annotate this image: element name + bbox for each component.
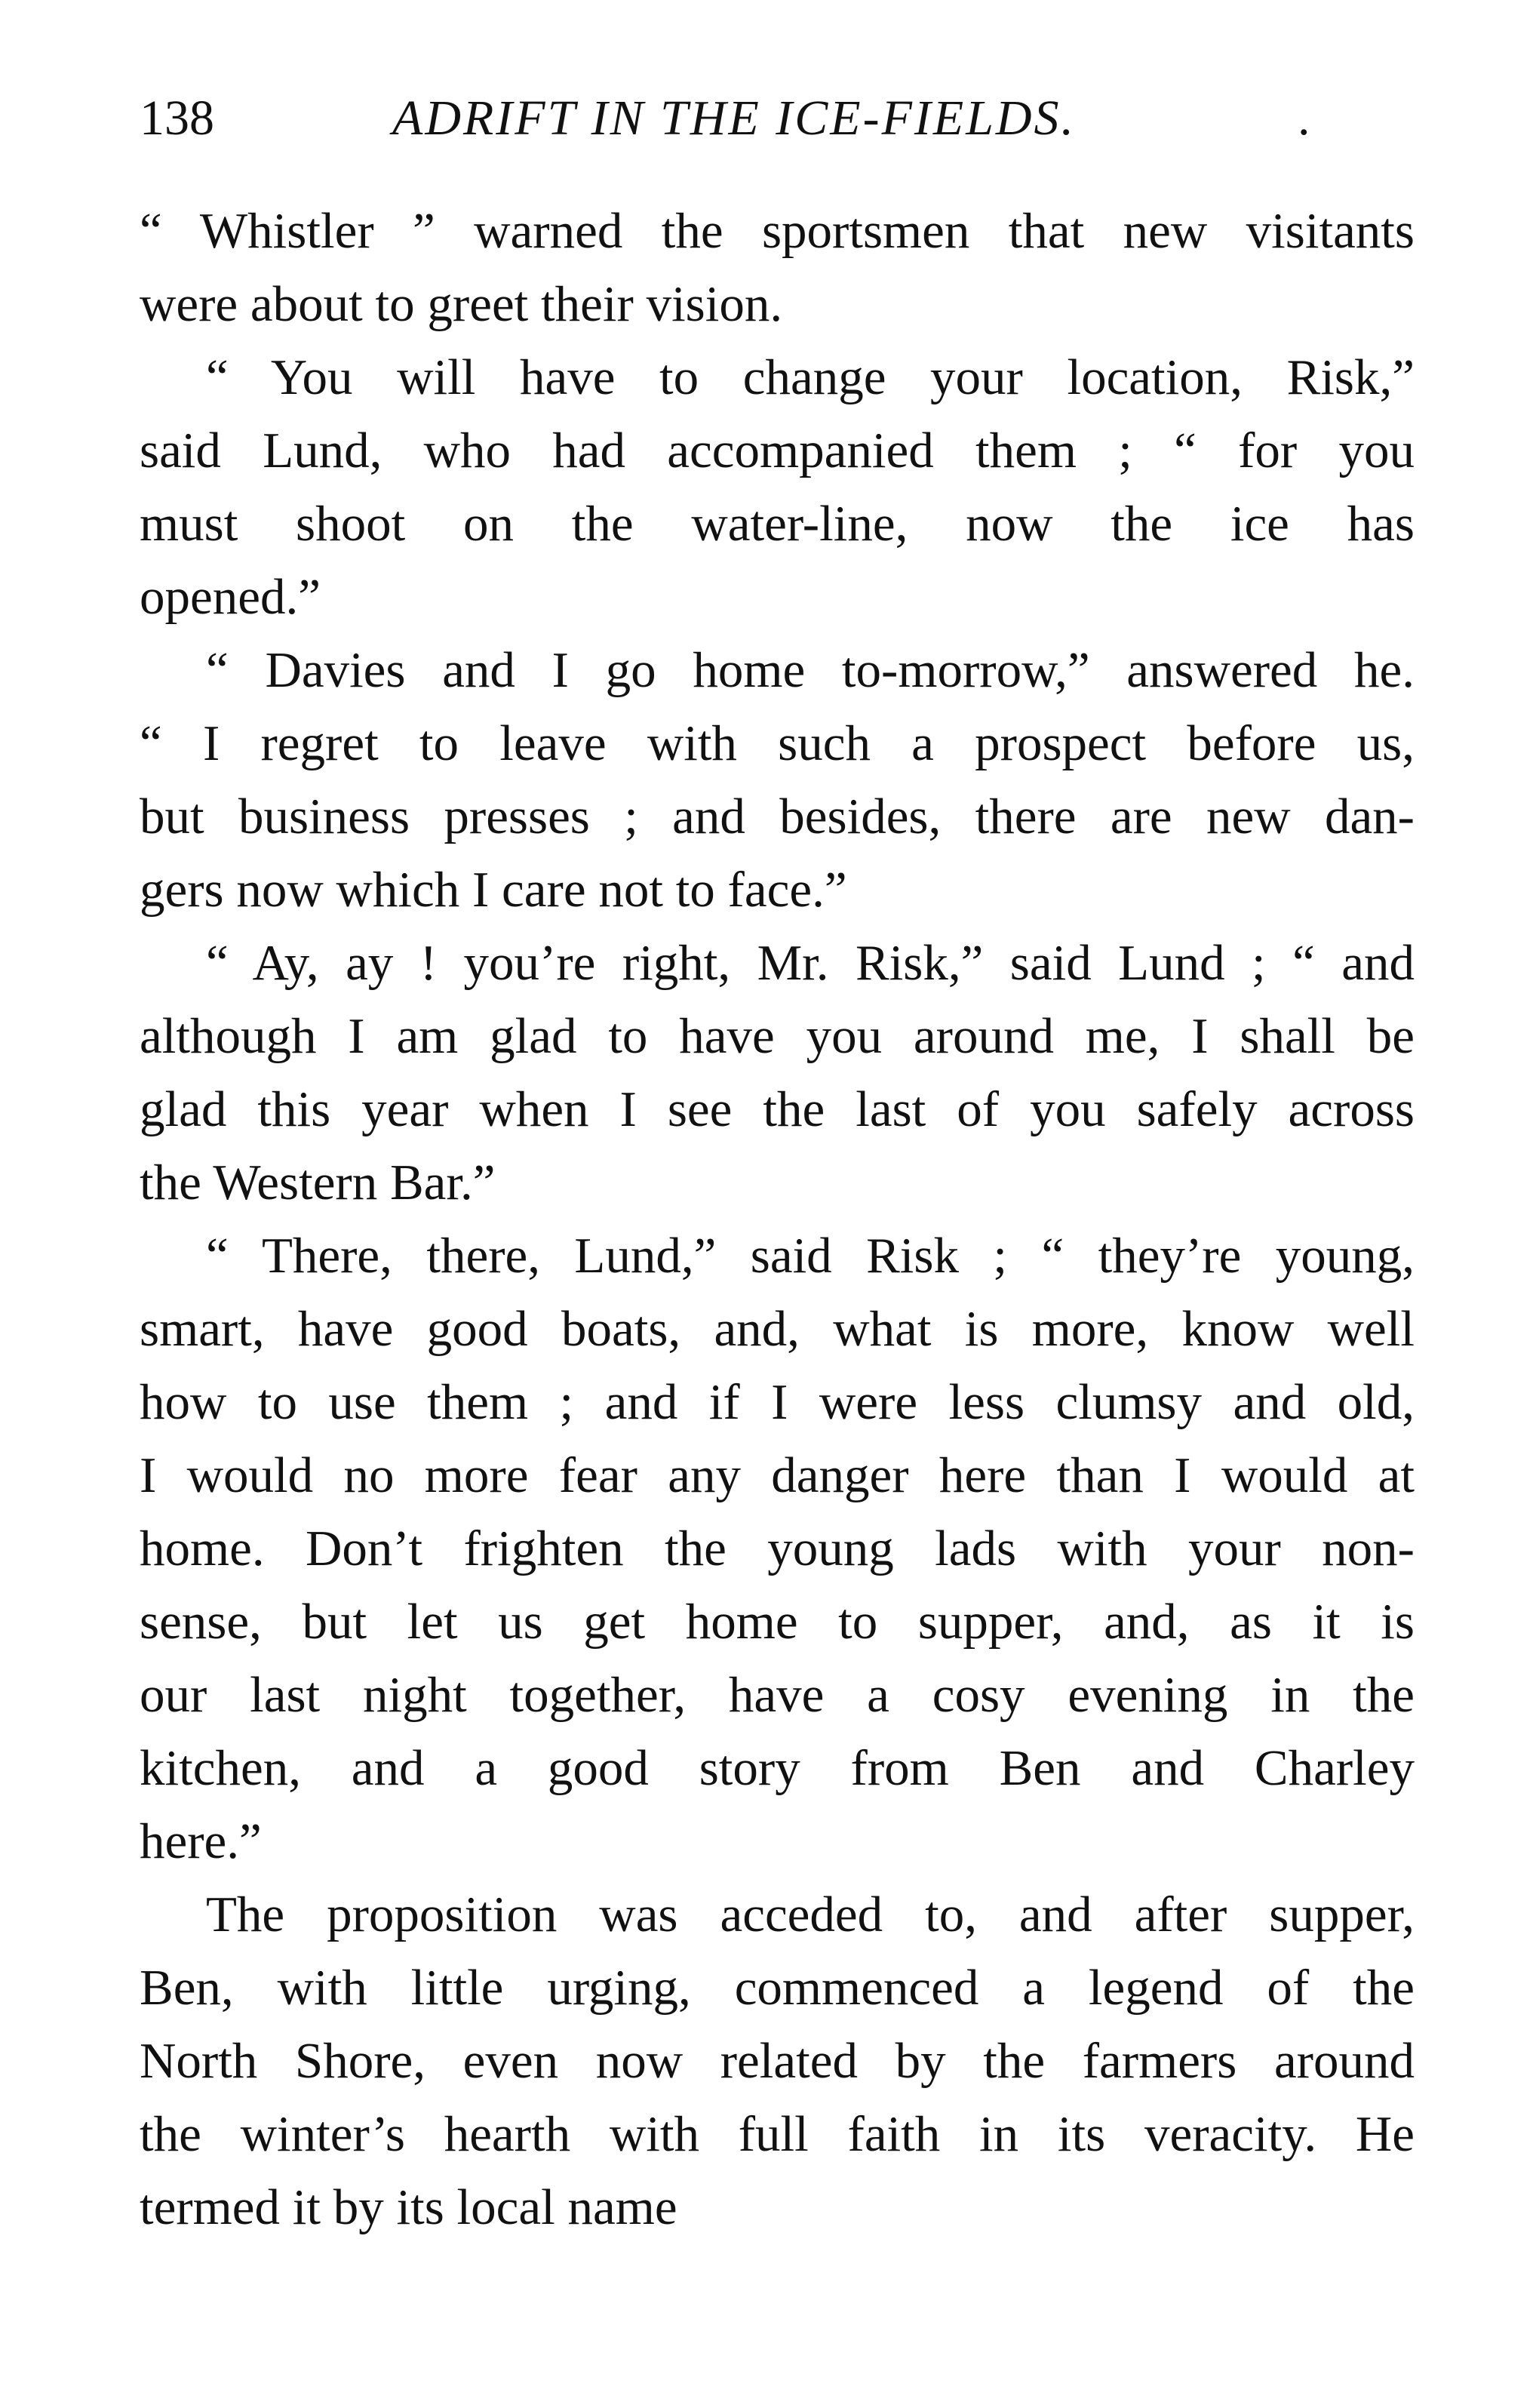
text-line: glad this year when I see the last of you safely across — [140, 1081, 1415, 1137]
text-line: “ Ay, ay ! you’re right, Mr. Risk,” said Lund ; “ and — [206, 935, 1415, 991]
text-line: smart, have good boats, and, what is more, know well — [140, 1301, 1415, 1357]
running-title: ADRIFT IN THE ICE-FIELDS. — [392, 91, 1077, 146]
text-line: although I am glad to have you around me, I shall be — [140, 1008, 1415, 1064]
text-line: but business presses ; and besides, there are new dan- — [140, 789, 1415, 844]
text-line: Ben, with little urging, commenced a legend of the — [140, 1960, 1415, 2016]
text-line: “ There, there, Lund,” said Risk ; “ they’re young, — [206, 1228, 1415, 1284]
text-line: I would no more fear any danger here than I would at — [140, 1447, 1415, 1503]
header-dot: . — [1298, 91, 1310, 146]
text-line: here.” — [140, 1813, 262, 1869]
text-line: our last night together, have a cosy evening in the — [140, 1667, 1415, 1723]
text-line: North Shore, even now related by the farmers around — [140, 2033, 1415, 2089]
text-line: The proposition was acceded to, and after supper, — [206, 1887, 1415, 1942]
page-number: 138 — [140, 91, 214, 146]
text-line: how to use them ; and if I were less clumsy and old, — [140, 1374, 1415, 1430]
text-line: “ Davies and I go home to-morrow,” answered he. — [206, 642, 1415, 698]
text-line: said Lund, who had accompanied them ; “ for you — [140, 423, 1415, 478]
text-line: “ I regret to leave with such a prospect before us, — [140, 715, 1415, 771]
body-text — [140, 195, 1415, 2244]
text-line: opened.” — [140, 569, 321, 625]
text-line: the winter’s hearth with full faith in its veracity. He — [140, 2106, 1415, 2162]
text-line: the Western Bar.” — [140, 1155, 496, 1210]
text-line: kitchen, and a good story from Ben and Charley — [140, 1740, 1415, 1796]
text-line: “ Whistler ” warned the sportsmen that new visitants — [140, 203, 1415, 259]
text-line: home. Don’t frighten the young lads with your non- — [140, 1521, 1415, 1576]
text-line: gers now which I care not to face.” — [140, 862, 847, 918]
page-header — [140, 85, 1415, 152]
text-line: “ You will have to change your location, Risk,” — [206, 349, 1415, 405]
text-line: were about to greet their vision. — [140, 276, 783, 332]
text-line: termed it by its local name — [140, 2179, 677, 2235]
text-line: must shoot on the water-line, now the ice has — [140, 496, 1415, 552]
text-line: sense, but let us get home to supper, and, as it is — [140, 1594, 1415, 1650]
